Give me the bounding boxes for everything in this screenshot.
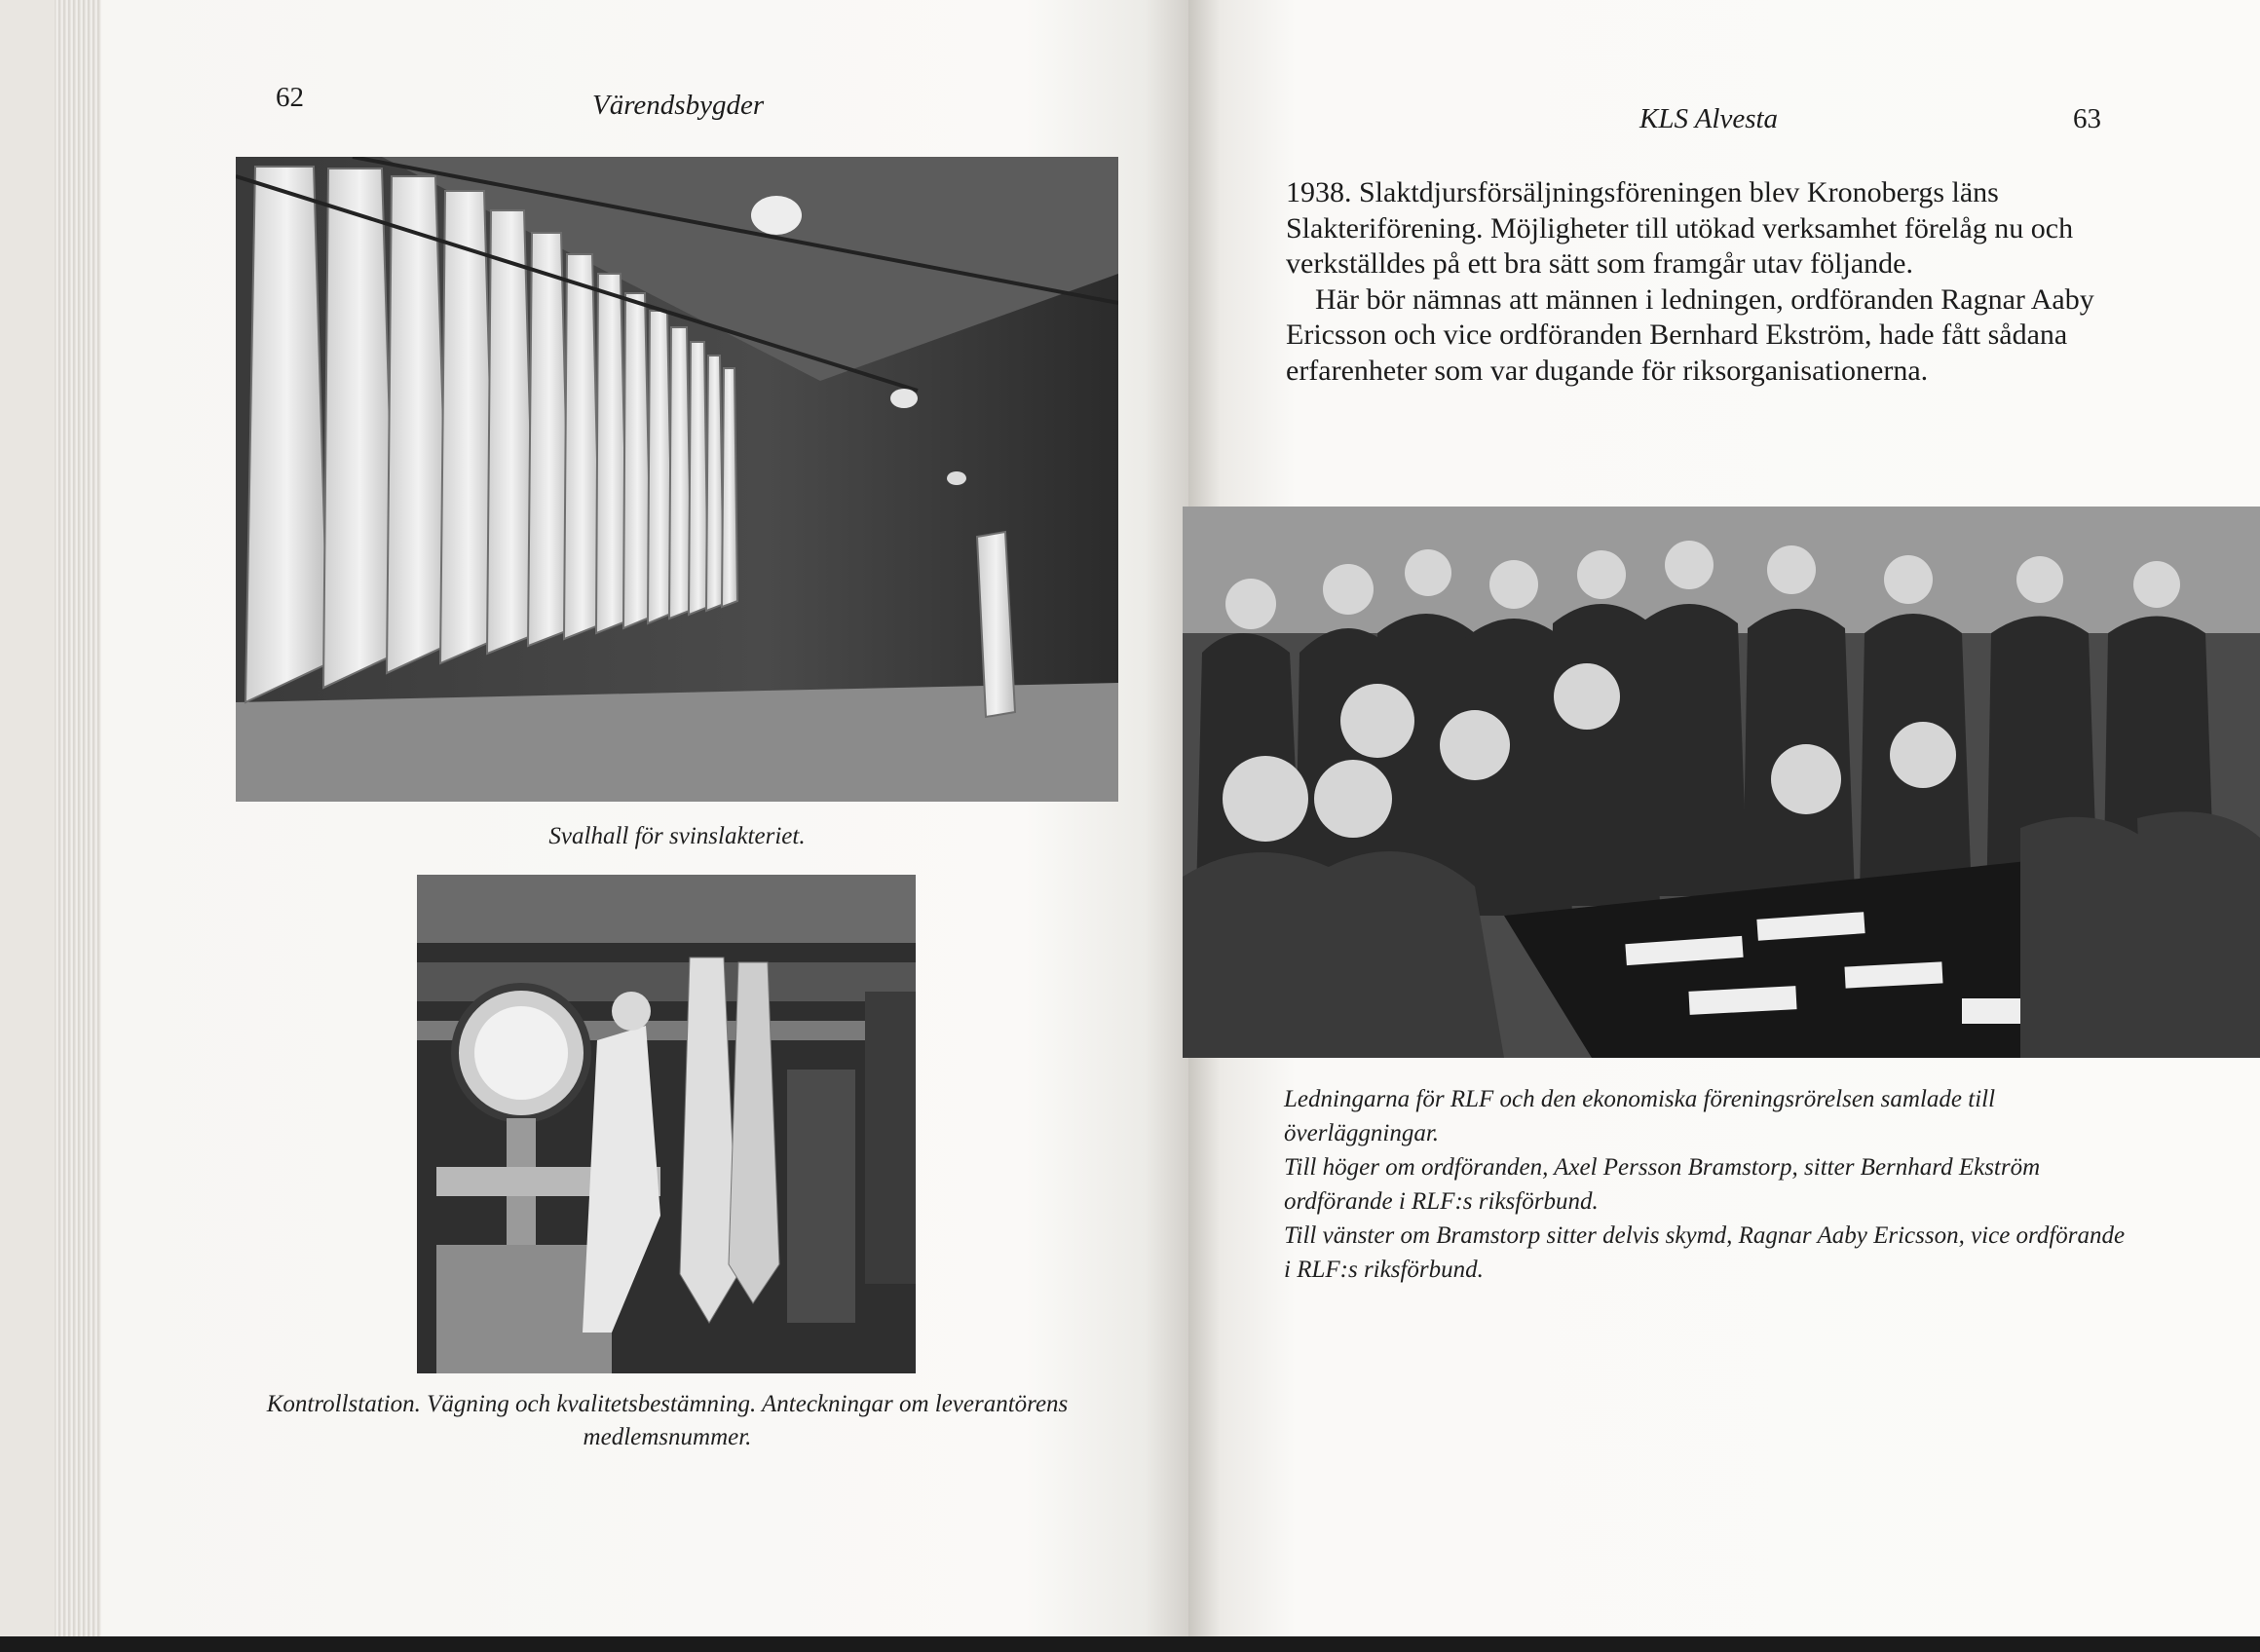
body-text (1286, 175, 2129, 389)
weighing-station-caption: Kontrollstation. Vägning och kvalitetsbestämning. Anteckningar om leverantörens medlemsnummer. (266, 1391, 1069, 1450)
paragraph: Här bör nämnas att männen i ledningen, ordföranden Ragnar Aaby Ericsson och vice ordföranden Bernhard Ekström, hade fått sådana erfarenheter som var dugande för riksorganisationerna. (1286, 282, 2094, 387)
right-running-title: KLS Alvesta (1639, 103, 1779, 134)
right-page-number: 63 (2073, 103, 2101, 134)
weighing-station-photo (417, 875, 916, 1373)
cold-hall-photo (236, 157, 1118, 802)
paragraph: 1938. Slaktdjursförsäljningsföreningen blev Kronobergs läns Slakteriförening. Möjligheter till utökad verksamhet förelåg nu och verkställdes på ett bra sätt som framgår utav följande. (1286, 176, 2074, 280)
left-running-title: Värendsbygder (592, 90, 765, 121)
caption-line: Till vänster om Bramstorp sitter delvis skymd, Ragnar Aaby Ericsson, vice ordförande i RLF:s riksförbund. (1284, 1222, 2126, 1283)
scan-bottom-edge (0, 1636, 2260, 1652)
left-page-number: 62 (276, 82, 304, 113)
cold-hall-caption: Svalhall för svinslakteriet. (548, 823, 806, 849)
meeting-photo (1183, 507, 2260, 1058)
meeting-caption (1284, 1082, 2133, 1287)
caption-line: Till höger om ordföranden, Axel Persson Bramstorp, sitter Bernhard Ekström ordförande i RLF:s riksförbund. (1284, 1154, 2041, 1215)
caption-line: Ledningarna för RLF och den ekonomiska föreningsrörelsen samlade till överläggningar. (1284, 1086, 1996, 1146)
page-edges (55, 0, 103, 1652)
